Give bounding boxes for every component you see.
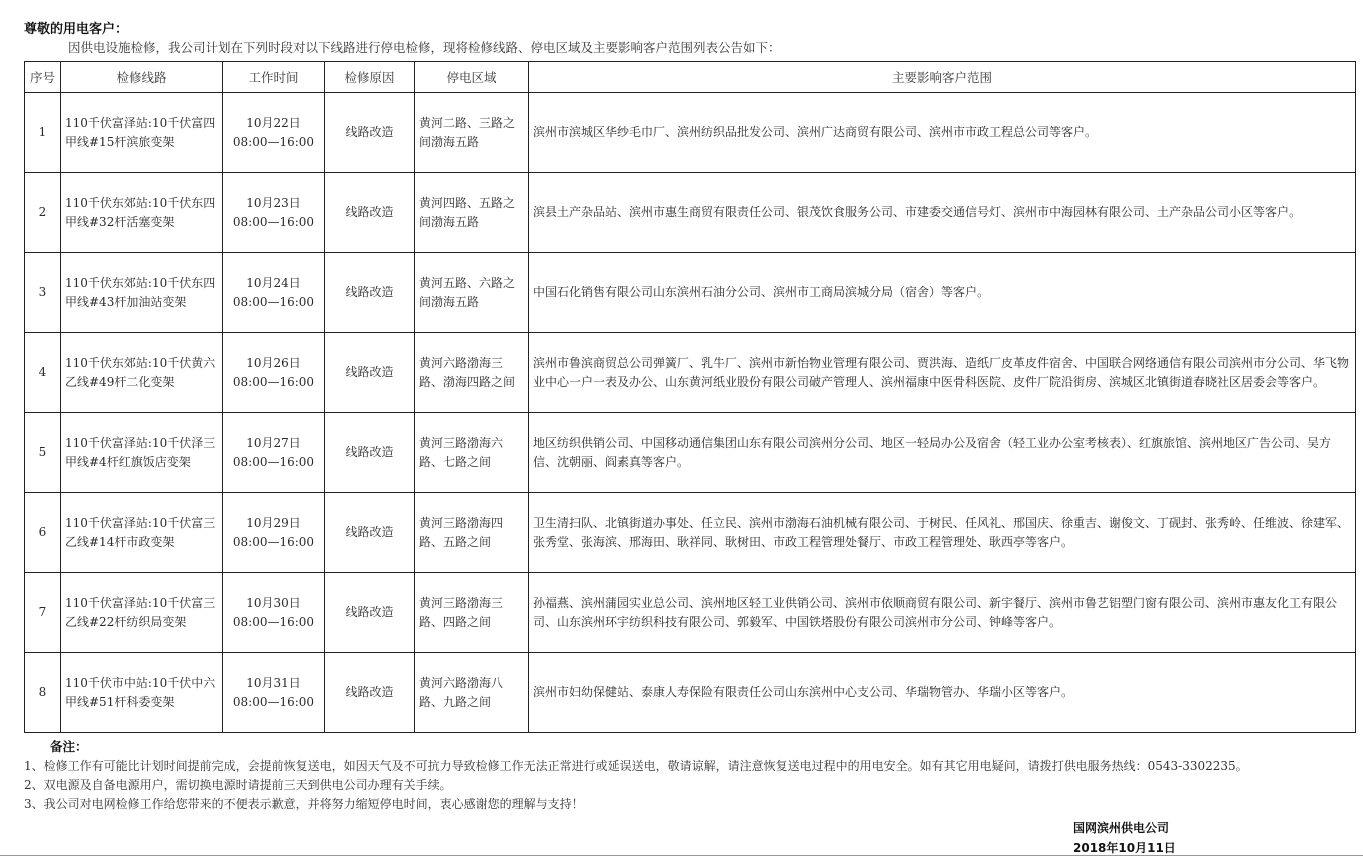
row-scope: 孙福燕、滨州蒲园实业总公司、滨州地区轻工业供销公司、滨州市依顺商贸有限公司、新宇餐厅、滨州市鲁艺铝塑门窗有限公司、滨州市惠友化工有限公司、山东滨州环宇纺织科技有限公司、郭毅军、中国铁塔股份有限公司滨州市分公司、钟峰等客户。 xyxy=(529,573,1356,653)
row-hours: 08:00—16:00 xyxy=(232,694,315,709)
row-time xyxy=(223,573,325,653)
row-date: 10月29日 xyxy=(246,515,301,530)
row-scope: 滨州市妇幼保健站、泰康人寿保险有限责任公司山东滨州中心支公司、华瑞物管办、华瑞小区等客户。 xyxy=(529,653,1356,733)
row-area: 黄河三路渤海六路、七路之间 xyxy=(415,413,529,493)
row-area: 黄河二路、三路之间渤海五路 xyxy=(415,93,529,173)
notes-section xyxy=(24,737,1248,812)
row-hours: 08:00—16:00 xyxy=(232,374,315,389)
row-time xyxy=(223,253,325,333)
row-hours: 08:00—16:00 xyxy=(232,214,315,229)
row-line: 110千伏富泽站:10千伏泽三甲线#4杆红旗饭店变架 xyxy=(61,413,223,493)
signature-date: 2018年10月11日 xyxy=(1073,841,1176,855)
row-scope: 中国石化销售有限公司山东滨州石油分公司、滨州市工商局滨城分局（宿舍）等客户。 xyxy=(529,253,1356,333)
row-time xyxy=(223,333,325,413)
row-time xyxy=(223,493,325,573)
bottom-rule xyxy=(0,855,1363,856)
row-area: 黄河六路渤海三路、渤海四路之间 xyxy=(415,333,529,413)
outage-table xyxy=(24,61,1356,733)
table-row xyxy=(25,493,1356,573)
row-no: 5 xyxy=(25,413,61,493)
row-line: 110千伏富泽站:10千伏富三乙线#22杆纺织局变架 xyxy=(61,573,223,653)
row-no: 3 xyxy=(25,253,61,333)
table-row xyxy=(25,653,1356,733)
row-line: 110千伏富泽站:10千伏富四甲线#15杆滨旅变架 xyxy=(61,93,223,173)
table-row xyxy=(25,573,1356,653)
row-area: 黄河三路渤海四路、五路之间 xyxy=(415,493,529,573)
row-scope: 地区纺织供销公司、中国移动通信集团山东有限公司滨州分公司、地区一轻局办公及宿舍（轻工业办公室考核表）、红旗旅馆、滨州地区广告公司、吴方信、沈朝丽、阎素真等客户。 xyxy=(529,413,1356,493)
header-scope: 主要影响客户范围 xyxy=(529,62,1356,93)
row-area: 黄河五路、六路之间渤海五路 xyxy=(415,253,529,333)
row-reason: 线路改造 xyxy=(325,253,415,333)
row-scope: 卫生清扫队、北镇街道办事处、任立民、滨州市渤海石油机械有限公司、于树民、任风礼、邢国庆、徐重吉、谢俊文、丁砚封、张秀岭、任维波、徐建军、张秀堂、张海滨、邢海田、耿祥同、耿树田、市政工程管理处餐厅、市政工程管理处、耿西亭等客户。 xyxy=(529,493,1356,573)
row-reason: 线路改造 xyxy=(325,653,415,733)
row-line: 110千伏富泽站:10千伏富三乙线#14杆市政变架 xyxy=(61,493,223,573)
intro-text: 因供电设施检修，我公司计划在下列时段对以下线路进行停电检修，现将检修线路、停电区域及主要影响客户范围列表公告如下： xyxy=(68,40,781,55)
row-line: 110千伏市中站:10千伏中六甲线#51杆科委变架 xyxy=(61,653,223,733)
row-reason: 线路改造 xyxy=(325,573,415,653)
row-reason: 线路改造 xyxy=(325,413,415,493)
row-date: 10月22日 xyxy=(246,115,301,130)
greeting: 尊敬的用电客户： xyxy=(24,22,129,37)
row-reason: 线路改造 xyxy=(325,93,415,173)
row-scope: 滨州市滨城区华纱毛巾厂、滨州纺织品批发公司、滨州广达商贸有限公司、滨州市市政工程总公司等客户。 xyxy=(529,93,1356,173)
row-date: 10月24日 xyxy=(246,275,301,290)
header-time: 工作时间 xyxy=(223,62,325,93)
table-row xyxy=(25,173,1356,253)
header-reason: 检修原因 xyxy=(325,62,415,93)
row-scope: 滨县土产杂品站、滨州市惠生商贸有限责任公司、银茂饮食服务公司、市建委交通信号灯、滨州市中海园林有限公司、土产杂品公司小区等客户。 xyxy=(529,173,1356,253)
row-line: 110千伏东郊站:10千伏东四甲线#43杆加油站变架 xyxy=(61,253,223,333)
row-time xyxy=(223,173,325,253)
note-item: 2、双电源及自备电源用户，需切换电源时请提前三天到供电公司办理有关手续。 xyxy=(24,778,452,792)
row-date: 10月23日 xyxy=(246,195,301,210)
row-no: 7 xyxy=(25,573,61,653)
row-time xyxy=(223,413,325,493)
row-hours: 08:00—16:00 xyxy=(232,454,315,469)
row-date: 10月30日 xyxy=(246,595,301,610)
row-time xyxy=(223,93,325,173)
signature-company: 国网滨州供电公司 xyxy=(1073,821,1170,835)
row-no: 2 xyxy=(25,173,61,253)
row-hours: 08:00—16:00 xyxy=(232,134,315,149)
header-line: 检修线路 xyxy=(61,62,223,93)
row-reason: 线路改造 xyxy=(325,333,415,413)
row-area: 黄河四路、五路之间渤海五路 xyxy=(415,173,529,253)
table-row xyxy=(25,253,1356,333)
notes-title: 备注： xyxy=(50,739,88,754)
row-hours: 08:00—16:00 xyxy=(232,294,315,309)
row-area: 黄河六路渤海八路、九路之间 xyxy=(415,653,529,733)
row-no: 6 xyxy=(25,493,61,573)
header-no: 序号 xyxy=(25,62,61,93)
row-date: 10月27日 xyxy=(246,435,301,450)
table-row xyxy=(25,333,1356,413)
header-area: 停电区域 xyxy=(415,62,529,93)
row-line: 110千伏东郊站:10千伏黄六乙线#49杆二化变架 xyxy=(61,333,223,413)
row-date: 10月31日 xyxy=(246,675,301,690)
row-area: 黄河三路渤海三路、四路之间 xyxy=(415,573,529,653)
row-scope: 滨州市鲁滨商贸总公司弹簧厂、乳牛厂、滨州市新怡物业管理有限公司、贾洪海、造纸厂皮革皮件宿舍、中国联合网络通信有限公司滨州市分公司、华飞物业中心一户一表及办公、山东黄河纸业股份有限公司破产管理人、滨州福康中医骨科医院、皮件厂院沿街房、滨城区北镇街道春晓社区居委会等客户。 xyxy=(529,333,1356,413)
row-reason: 线路改造 xyxy=(325,493,415,573)
row-no: 4 xyxy=(25,333,61,413)
row-no: 8 xyxy=(25,653,61,733)
table-row xyxy=(25,413,1356,493)
row-reason: 线路改造 xyxy=(325,173,415,253)
table-header-row xyxy=(25,62,1356,93)
row-time xyxy=(223,653,325,733)
row-hours: 08:00—16:00 xyxy=(232,534,315,549)
table-row xyxy=(25,93,1356,173)
row-line: 110千伏东郊站:10千伏东四甲线#32杆活塞变架 xyxy=(61,173,223,253)
row-hours: 08:00—16:00 xyxy=(232,614,315,629)
row-date: 10月26日 xyxy=(246,355,301,370)
row-no: 1 xyxy=(25,93,61,173)
note-item: 3、我公司对电网检修工作给您带来的不便表示歉意，并将努力缩短停电时间，衷心感谢您的理解与支持！ xyxy=(24,797,584,811)
note-item: 1、检修工作有可能比计划时间提前完成，会提前恢复送电，如因天气及不可抗力导致检修工作无法正常进行或延误送电，敬请谅解，请注意恢复送电过程中的用电安全。如有其它用电疑问，请拨打供电服务热线：0543-3302235。 xyxy=(24,759,1248,773)
